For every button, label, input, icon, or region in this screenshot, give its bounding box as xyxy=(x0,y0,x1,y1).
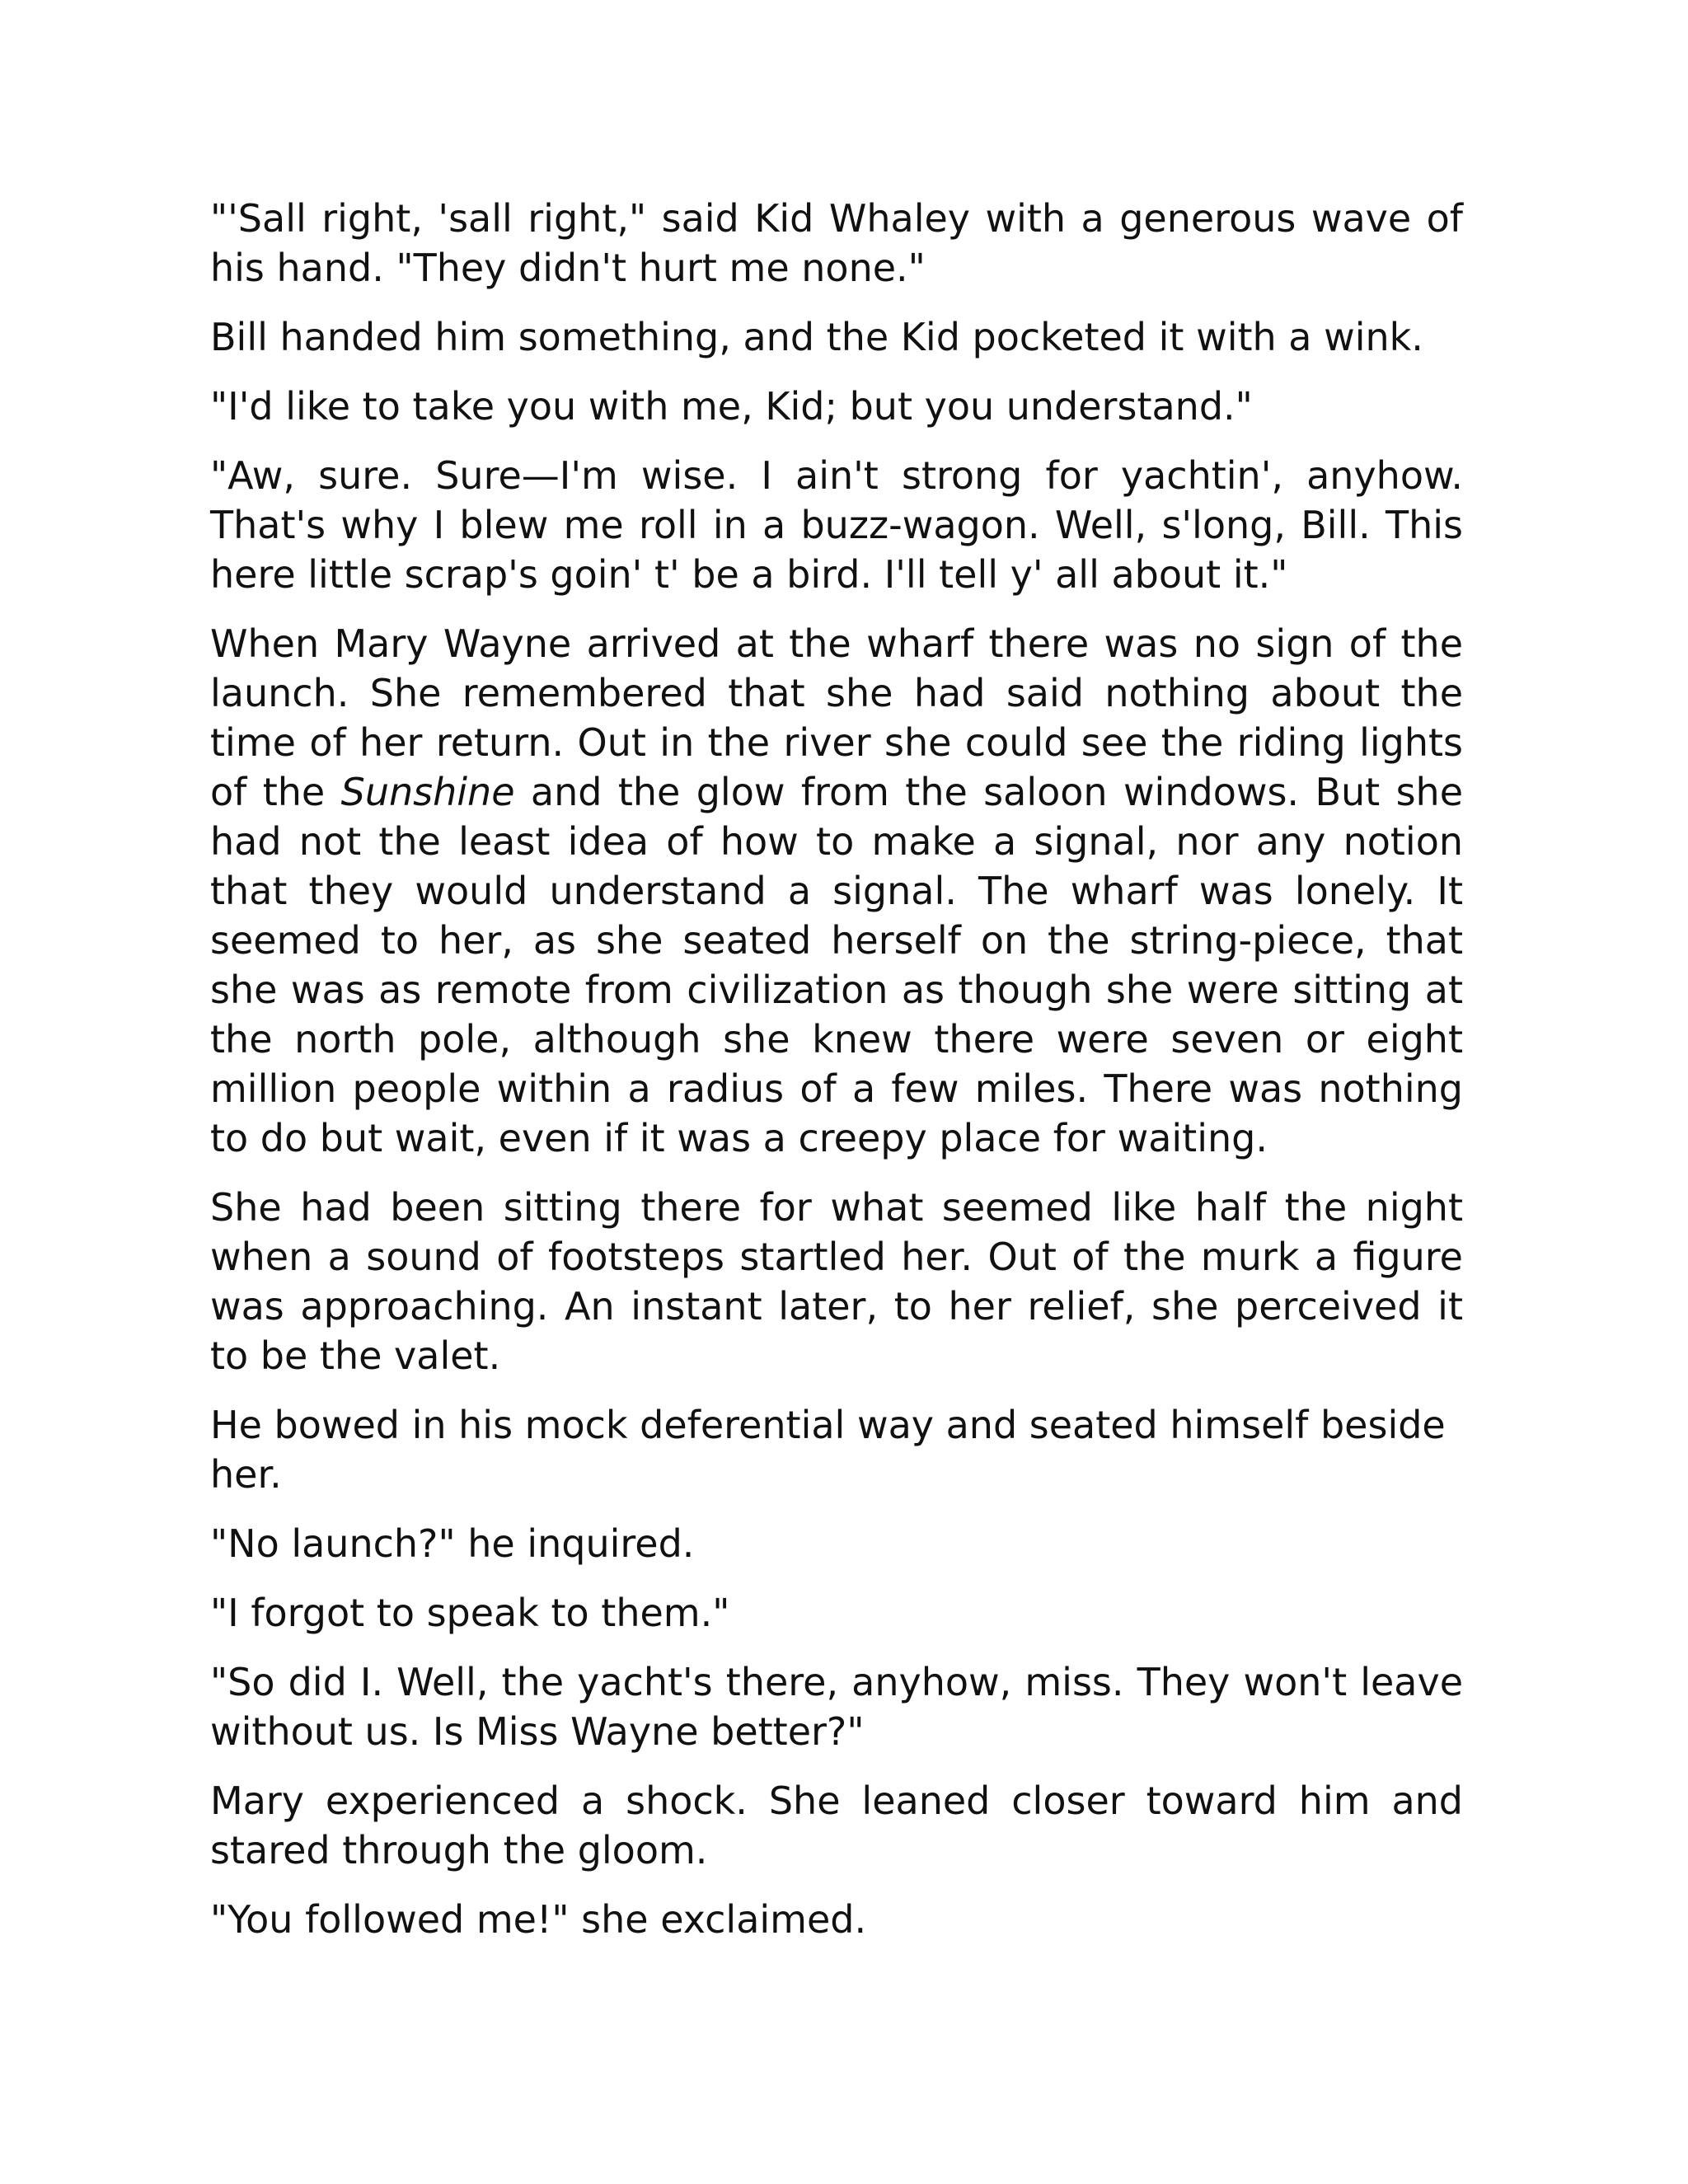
paragraph: "'Sall right, 'sall right," said Kid Whaley with a generous wave of his hand. "They didn't hurt me none." xyxy=(210,196,1463,290)
vessel-name: Sunshine xyxy=(340,770,515,814)
paragraph: She had been sitting there for what seemed like half the night when a sound of footsteps startled her. Out of the murk a figure was approaching. An instant later, to her relief, she perceived it to be the valet. xyxy=(210,1185,1463,1378)
paragraph-text: and the glow from the saloon windows. But she had not the least idea of how to make a signal, nor any notion that they would understand a signal. The wharf was lonely. It seemed to her, as she seated herself on the string-piece, that she was as remote from civilization as though she were sitting at the north pole, although she knew there were seven or eight million people within a radius of a few miles. There was nothing to do but wait, even if it was a creepy place for waiting. xyxy=(210,770,1464,1160)
paragraph: "You followed me!" she exclaimed. xyxy=(210,1897,867,1942)
paragraph: He bowed in his mock deferential way and seated himself beside her. xyxy=(210,1403,1446,1497)
paragraph: Mary experienced a shock. She leaned closer toward him and stared through the gloom. xyxy=(210,1779,1463,1872)
paragraph: "I forgot to speak to them." xyxy=(210,1591,730,1635)
paragraph-text: When Mary Wayne arrived at the wharf there was no sign of the launch. She remembered that she had said nothing about the time of her return. Out in the river she could see the riding lights of the xyxy=(210,621,1463,814)
paragraph: "So did I. Well, the yacht's there, anyhow, miss. They won't leave without us. Is Miss Wayne better?" xyxy=(210,1660,1463,1754)
body-text xyxy=(210,194,1463,1964)
paragraph: "I'd like to take you with me, Kid; but you understand." xyxy=(210,384,1253,429)
paragraph xyxy=(210,619,1463,1163)
paragraph: "No launch?" he inquired. xyxy=(210,1521,695,1566)
paragraph: "Aw, sure. Sure—I'm wise. I ain't strong for yachtin', anyhow. That's why I blew me roll in a buzz-wagon. Well, s'long, Bill. This here little scrap's goin' t' be a bird. I'll tell y' all about it." xyxy=(210,453,1463,597)
paragraph: Bill handed him something, and the Kid pocketed it with a wink. xyxy=(210,315,1423,359)
